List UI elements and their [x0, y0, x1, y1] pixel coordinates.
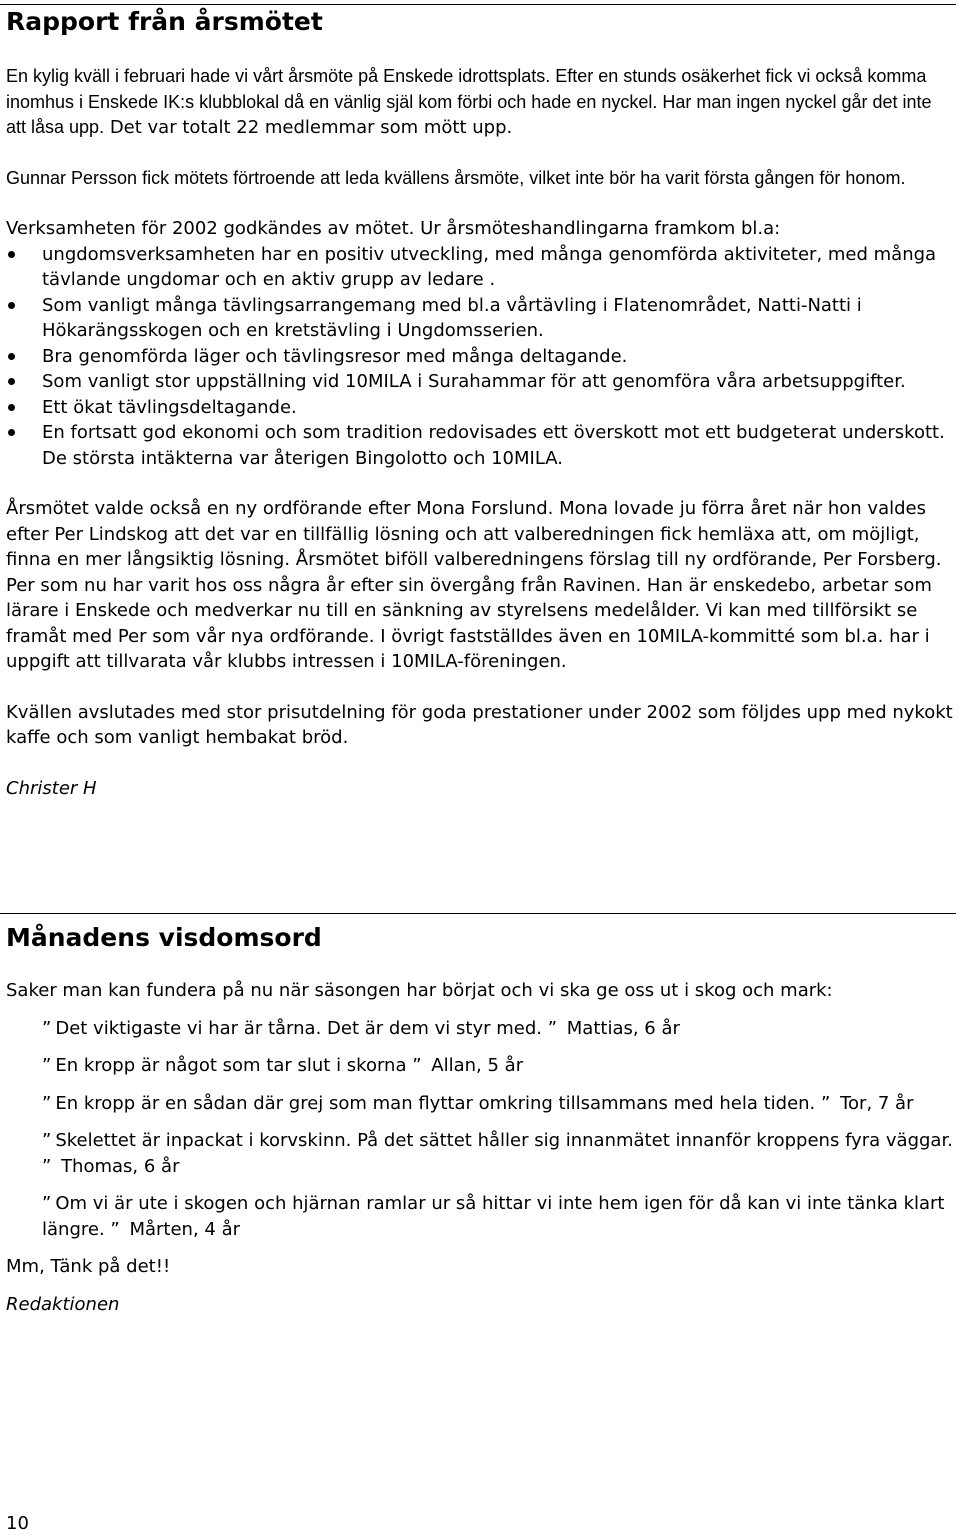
- activity-list: [6, 242, 956, 472]
- chair-paragraph: Gunnar Persson fick mötets förtroende att leda kvällens årsmöte, vilket inte bör ha varit första gången för honom.: [6, 167, 906, 188]
- wisdom-outro: Mm, Tänk på det!!: [6, 1256, 171, 1277]
- report-section: [6, 6, 956, 801]
- quote-item: ” Skelettet är inpackat i korvskinn. På det sättet håller sig innanmätet innanför kroppens fyra väggar. ” Thomas, 6 år: [42, 1130, 953, 1177]
- list-item: Som vanligt stor uppställning vid 10MILA i Surahammar för att genomföra våra arbetsuppgifter.: [6, 369, 956, 395]
- list-item: Bra genomförda läger och tävlingsresor med många deltagande.: [6, 344, 956, 370]
- bullet-icon: [8, 353, 15, 360]
- intro-paragraph: [6, 64, 956, 141]
- quote-item: ” Om vi är ute i skogen och hjärnan ramlar ur så hittar vi inte hem igen för då kan vi inte tänka klart längre. ” Mårten, 4 år: [42, 1193, 945, 1240]
- report-signature: Christer H: [6, 777, 97, 799]
- quote-item: ” Det viktigaste vi har är tårna. Det är dem vi styr med. ” Mattias, 6 år: [42, 1017, 680, 1039]
- activity-intro: Verksamheten för 2002 godkändes av mötet. Ur årsmöteshandlingarna framkom bl.a:: [6, 218, 781, 239]
- list-item: En fortsatt god ekonomi och som tradition redovisades ett överskott mot ett budgeterat underskott. De största intäkterna var återigen Bingolotto och 10MILA.: [6, 420, 956, 471]
- wisdom-section: [6, 922, 956, 1317]
- wisdom-title: Månadens visdomsord: [6, 923, 322, 952]
- bullet-icon: [8, 378, 15, 385]
- report-title: Rapport från årsmötet: [6, 7, 323, 36]
- page-number: 10: [6, 1513, 29, 1534]
- quote-author: Tor, 7 år: [840, 1092, 914, 1114]
- bullet-icon: [8, 302, 15, 309]
- top-divider: [0, 4, 956, 5]
- quote-item: ” En kropp är en sådan där grej som man flyttar omkring tillsammans med hela tiden. ” Tor, 7 år: [42, 1092, 914, 1114]
- section-divider: [0, 913, 956, 914]
- quote-author: Mårten, 4 år: [129, 1218, 241, 1240]
- bullet-icon: [8, 404, 15, 411]
- intro-part1: En kylig kväll i februari hade vi vårt årsmöte på Enskede idrottsplats. Efter en stunds osäkerhet fick vi också komma inomhus i Enskede IK:s klubblokal då en vänlig själ kom förbi och hade en nyckel. Har man ingen nyckel går det inte att låsa upp.: [6, 66, 932, 137]
- quote-author: Allan, 5 år: [431, 1055, 524, 1076]
- quote-item: ” En kropp är något som tar slut i skorna ” Allan, 5 år: [42, 1055, 524, 1076]
- quote-author: Mattias, 6 år: [566, 1017, 680, 1039]
- wisdom-intro: Saker man kan fundera på nu när säsongen har börjat och vi ska ge oss ut i skog och mark:: [6, 980, 833, 1001]
- list-item: Ett ökat tävlingsdeltagande.: [6, 395, 956, 421]
- bullet-icon: [8, 251, 15, 258]
- closing-paragraph: Kvällen avslutades med stor prisutdelning för goda prestationer under 2002 som följdes upp med nykokt kaffe och som vanligt hembakat bröd.: [6, 701, 953, 748]
- bullet-icon: [8, 429, 15, 436]
- wisdom-signature: Redaktionen: [6, 1293, 120, 1315]
- intro-part2: Det var totalt 22 medlemmar som mött upp.: [109, 117, 513, 138]
- list-item: Som vanligt många tävlingsarrangemang med bl.a vårtävling i Flatenområdet, Natti-Natti i Hökarängsskogen och en kretstävling i Ungdomsserien.: [6, 293, 956, 344]
- chairman-paragraph: Årsmötet valde också en ny ordförande efter Mona Forslund. Mona lovade ju förra året när hon valdes efter Per Lindskog att det var en tillfällig lösning och att valberedningen fick hemläxa att, om möjligt, finna en mer långsiktig lösning. Årsmötet biföll valberedningens förslag till ny ordförande, Per Forsberg. Per som nu har varit hos oss några år efter sin övergång från Ravinen. Han är enskedebo, arbetar som lärare i Enskede och medverkar nu till en sänkning av styrelsens medelålder. Vi kan med tillförsikt se framåt med Per som vår nya ordförande. I övrigt fastställdes även en 10MILA-kommitté som bl.a. har i uppgift att tillvarata vår klubbs intressen i 10MILA-föreningen.: [6, 498, 942, 672]
- quote-author: Thomas, 6 år: [61, 1155, 180, 1177]
- list-item: ungdomsverksamheten har en positiv utveckling, med många genomförda aktiviteter, med många tävlande ungdomar och en aktiv grupp av ledare .: [6, 242, 956, 293]
